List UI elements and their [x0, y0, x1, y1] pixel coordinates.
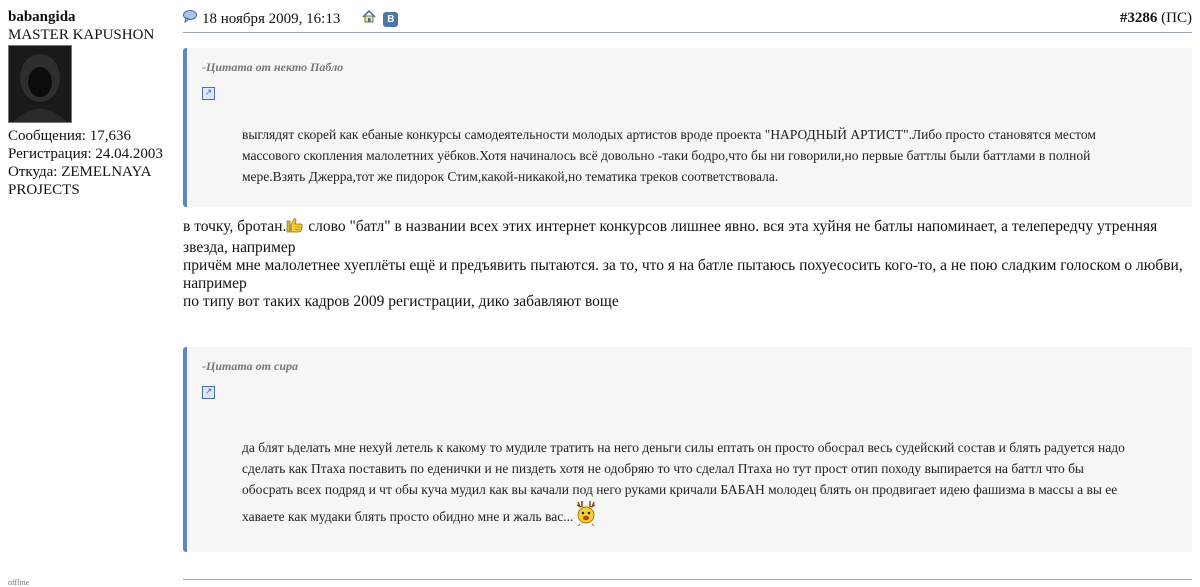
post-body	[183, 217, 1192, 311]
user-registration-date: Регистрация: 24.04.2003	[8, 146, 163, 162]
quote-title: -Цитата от некто Пабло	[202, 60, 344, 74]
vk-icon[interactable]: В	[383, 12, 398, 27]
quote-text: выглядят скорей как ебаные конкурсы самодеятельности молодых артистов вроде проекта "НАРОДНЫЙ АРТИСТ".Либо просто становятся местом массового скопления малолетних уёбков.Хотя начиналось всё довольно -таки бодро,что бы ни говорили,но первые баттлы были баттлами в полной мере.Взять Джерра,тот же пидорок Стим,какой-никакой,но тематика треков соответствовала.	[242, 127, 1096, 184]
quote-block	[183, 48, 1192, 207]
avatar[interactable]	[8, 45, 72, 123]
post-text-line	[183, 217, 1192, 257]
post-divider	[183, 579, 1192, 580]
quote-block	[183, 347, 1192, 552]
username-link[interactable]: babangida	[8, 9, 76, 25]
post-text: по типу вот таких кадров 2009 регистрации, дико забавляют воще	[183, 293, 619, 310]
deer-smiley-icon	[573, 500, 599, 532]
post-date: 18 ноября 2009, 16:13	[202, 10, 341, 27]
quote-text: да блят ьделать мне нехуй летель к какому то мудиле тратить на него деньги силы ептать он просто обосрал весь судейский состав и блять радуется надо сделать как Птаха поставить по еденички и не пиздеть хотя не одобряю то что сделал Птаха но тут прост отип походу выпирается на баттл что бы обосрать всех подряд и чт обы куча мудил как вы качали под него руками кричали БАБАН молодец блять он продвигает идею фашизма в массы а вы ее хаваете как мудаки блять просто обидно мне и жаль вас...	[242, 440, 1125, 524]
post-number-suffix: (ПС)	[1157, 10, 1192, 26]
quote-link-icon[interactable]: ↗	[202, 87, 215, 100]
post-number: #3286	[1119, 10, 1158, 26]
home-icon[interactable]	[362, 10, 376, 28]
thumbs-up-smiley-icon	[286, 217, 304, 239]
quote-text-wrapper	[242, 437, 1138, 532]
user-message-count: Сообщения: 17,636	[8, 128, 131, 144]
online-status: offline	[8, 578, 30, 587]
speech-bubble-icon	[183, 10, 197, 28]
post	[183, 8, 1192, 552]
user-sidebar	[8, 8, 178, 199]
user-title: MASTER KAPUSHON	[8, 27, 155, 43]
post-text: слово "батл" в названии всех этих интернет конкурсов лишнее явно. вся эта хуйня не батлы напоминает, а телепередчу утренняя звезда, например	[183, 218, 1158, 256]
post-text: в точку, бротан.	[183, 218, 287, 235]
post-header	[183, 8, 1192, 33]
quote-link-icon[interactable]: ↗	[202, 386, 215, 399]
user-location: Откуда: ZEMELNAYA PROJECTS	[8, 164, 151, 198]
quote-title: -Цитата от сира	[202, 359, 299, 373]
post-text: причём мне малолетнее хуеплёты ещё и предъявить пытаются. за то, что я на батле пытаюсь похуесосить кого-то, а не пою сладким голоском о любви, например	[183, 257, 1183, 292]
post-number-link[interactable]	[1120, 10, 1192, 27]
